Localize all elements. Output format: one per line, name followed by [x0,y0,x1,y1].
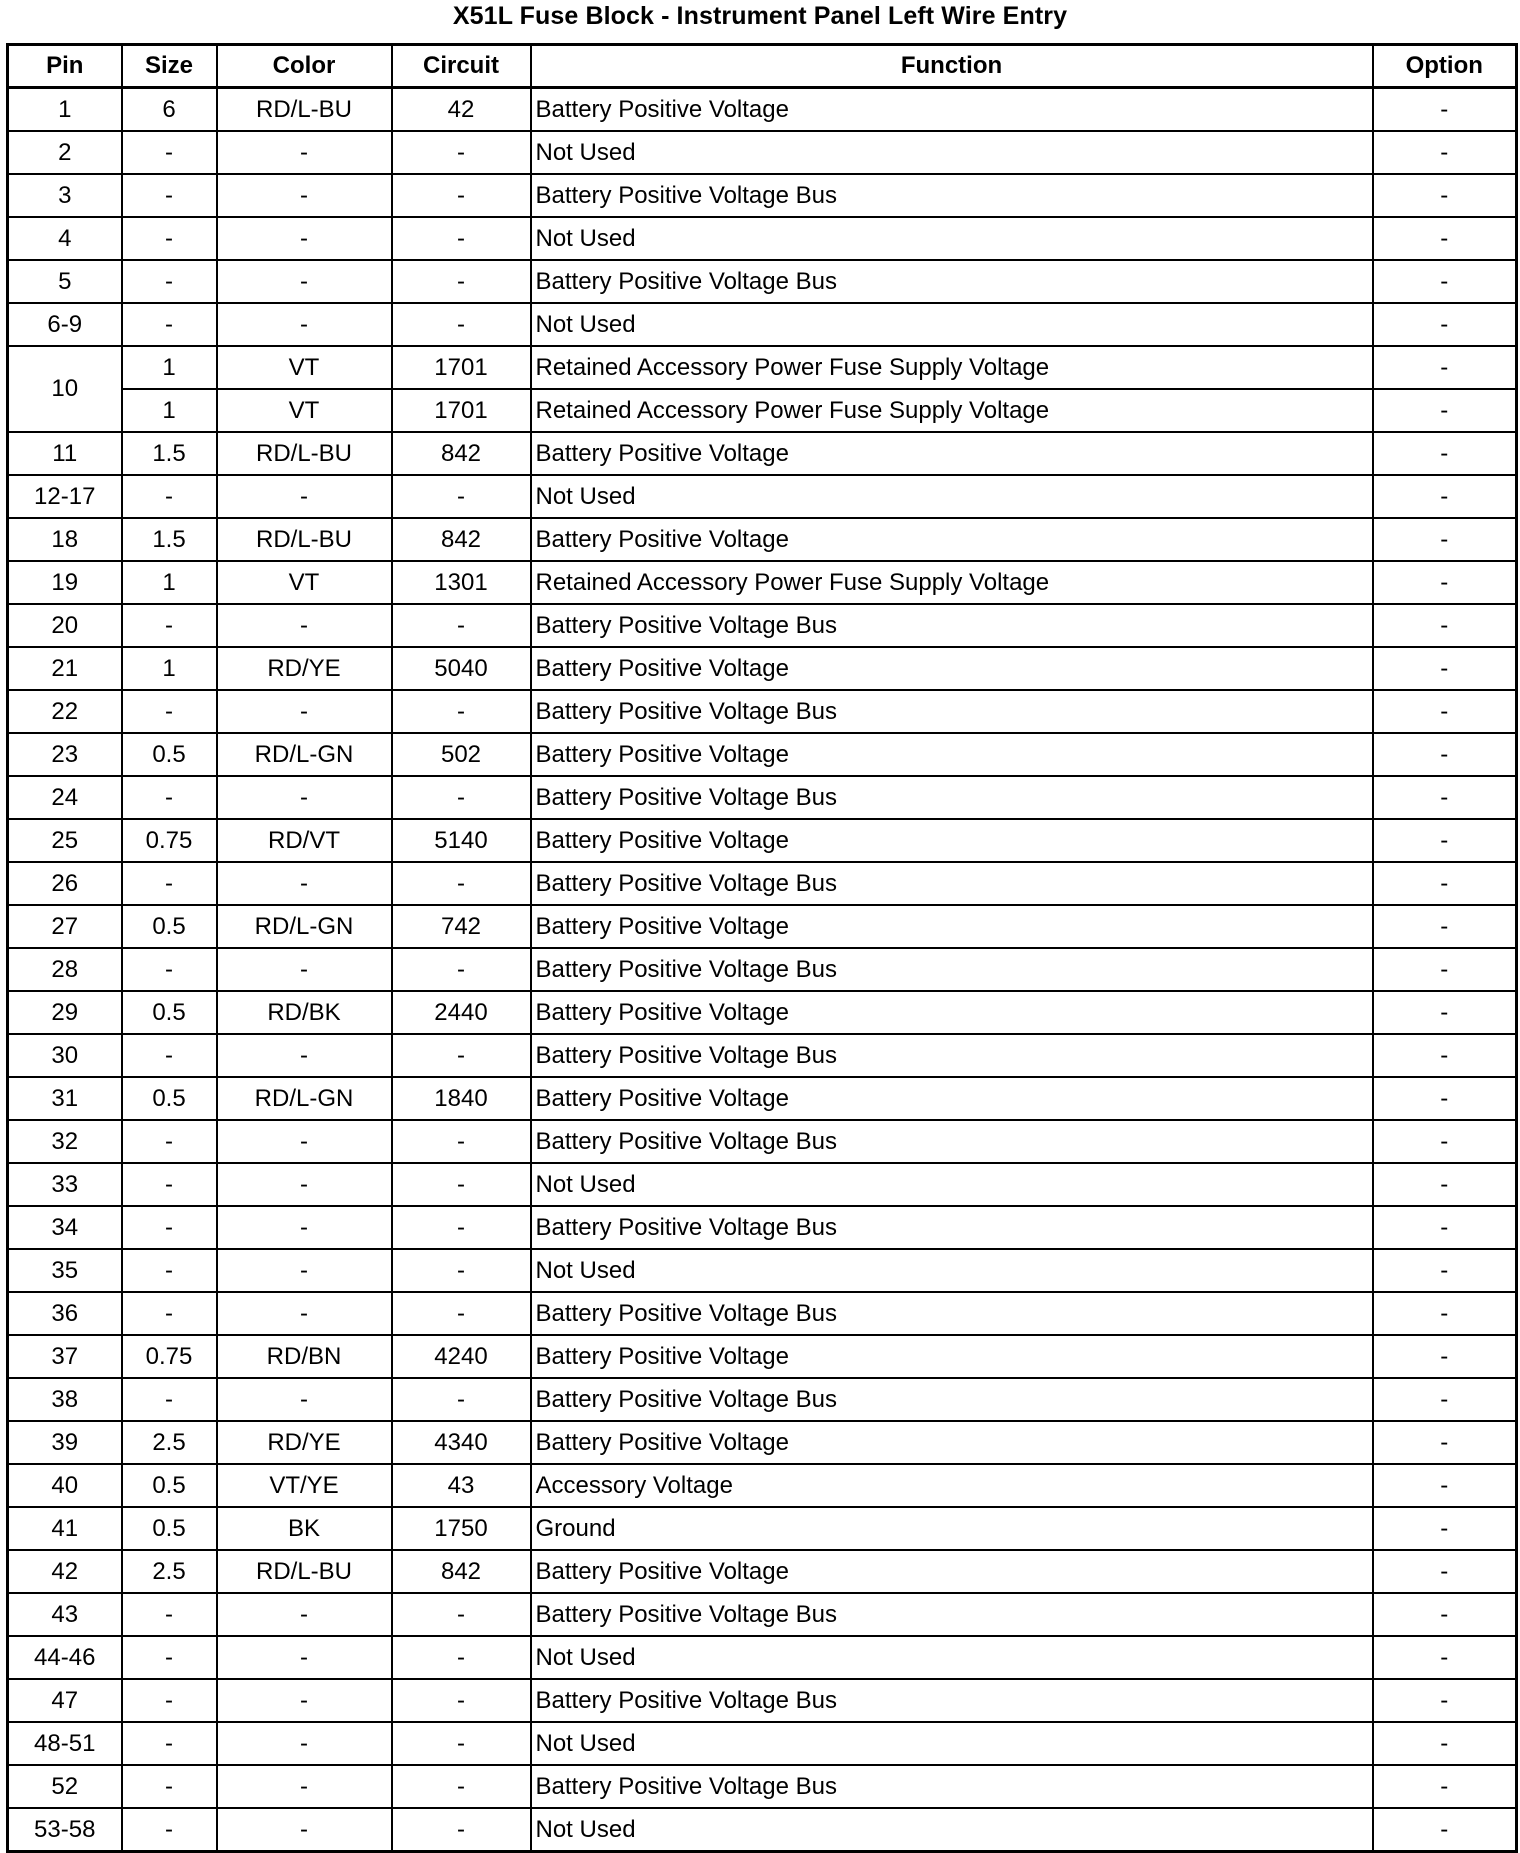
cell-option: - [1373,1034,1517,1077]
cell-pin: 44-46 [8,1636,122,1679]
cell-color: RD/L-GN [217,1077,392,1120]
cell-color: - [217,1163,392,1206]
cell-pin: 52 [8,1765,122,1808]
cell-color: RD/L-GN [217,733,392,776]
cell-option: - [1373,1507,1517,1550]
cell-circuit: - [392,1292,531,1335]
cell-function: Not Used [531,1163,1373,1206]
cell-color: - [217,217,392,260]
cell-circuit: 842 [392,518,531,561]
cell-function: Battery Positive Voltage [531,647,1373,690]
cell-pin: 41 [8,1507,122,1550]
cell-color: - [217,948,392,991]
cell-size: 0.5 [122,905,217,948]
cell-color: - [217,690,392,733]
cell-color: - [217,862,392,905]
cell-option: - [1373,174,1517,217]
cell-pin: 27 [8,905,122,948]
cell-option: - [1373,1163,1517,1206]
cell-pin: 20 [8,604,122,647]
cell-option: - [1373,647,1517,690]
table-row [8,948,1517,991]
cell-function: Battery Positive Voltage Bus [531,1378,1373,1421]
cell-circuit: - [392,1249,531,1292]
table-row [8,862,1517,905]
table-row [8,260,1517,303]
table-row [8,475,1517,518]
table-row [8,905,1517,948]
cell-size: 1 [122,647,217,690]
cell-circuit: - [392,1120,531,1163]
cell-circuit: 42 [392,88,531,132]
cell-function: Battery Positive Voltage Bus [531,1593,1373,1636]
cell-option: - [1373,260,1517,303]
cell-function: Battery Positive Voltage Bus [531,1679,1373,1722]
cell-pin: 28 [8,948,122,991]
table-row [8,1464,1517,1507]
cell-circuit: - [392,1636,531,1679]
cell-function: Battery Positive Voltage [531,905,1373,948]
cell-color: - [217,1679,392,1722]
cell-pin: 1 [8,88,122,132]
table-row [8,604,1517,647]
cell-circuit: 4240 [392,1335,531,1378]
cell-size: - [122,1378,217,1421]
cell-function: Battery Positive Voltage Bus [531,260,1373,303]
cell-function: Battery Positive Voltage [531,432,1373,475]
cell-circuit: - [392,1034,531,1077]
cell-color: VT [217,561,392,604]
cell-function: Accessory Voltage [531,1464,1373,1507]
cell-size: - [122,260,217,303]
cell-pin: 3 [8,174,122,217]
table-row [8,1722,1517,1765]
cell-size: - [122,1722,217,1765]
table-header-row [8,45,1517,88]
cell-function: Not Used [531,1249,1373,1292]
cell-color: RD/L-BU [217,432,392,475]
cell-option: - [1373,1249,1517,1292]
cell-circuit: - [392,1808,531,1852]
table-row [8,776,1517,819]
cell-function: Not Used [531,475,1373,518]
cell-function: Battery Positive Voltage [531,518,1373,561]
cell-color: - [217,1206,392,1249]
cell-function: Battery Positive Voltage [531,1335,1373,1378]
connector-table [6,43,1518,1853]
table-row [8,1120,1517,1163]
cell-size: - [122,174,217,217]
cell-function: Battery Positive Voltage Bus [531,862,1373,905]
cell-color: RD/VT [217,819,392,862]
cell-circuit: - [392,1593,531,1636]
cell-option: - [1373,1335,1517,1378]
cell-function: Not Used [531,1722,1373,1765]
cell-size: 0.5 [122,991,217,1034]
cell-function: Battery Positive Voltage Bus [531,1765,1373,1808]
cell-function: Retained Accessory Power Fuse Supply Voltage [531,389,1373,432]
cell-pin: 26 [8,862,122,905]
cell-function: Not Used [531,217,1373,260]
cell-option: - [1373,733,1517,776]
table-body [8,88,1517,1852]
cell-option: - [1373,862,1517,905]
cell-option: - [1373,1292,1517,1335]
cell-size: 0.75 [122,819,217,862]
cell-function: Battery Positive Voltage Bus [531,1292,1373,1335]
cell-function: Not Used [531,131,1373,174]
cell-function: Battery Positive Voltage Bus [531,1120,1373,1163]
cell-size: 0.75 [122,1335,217,1378]
cell-option: - [1373,1808,1517,1852]
cell-size: - [122,948,217,991]
cell-function: Battery Positive Voltage Bus [531,776,1373,819]
cell-pin: 36 [8,1292,122,1335]
cell-size: - [122,1593,217,1636]
cell-size: 2.5 [122,1550,217,1593]
cell-color: RD/L-BU [217,1550,392,1593]
cell-color: - [217,604,392,647]
table-row [8,88,1517,132]
cell-color: - [217,1034,392,1077]
header-option: Option [1373,45,1517,88]
cell-option: - [1373,518,1517,561]
cell-circuit: 1701 [392,346,531,389]
cell-function: Retained Accessory Power Fuse Supply Voltage [531,561,1373,604]
table-row [8,346,1517,389]
cell-option: - [1373,1378,1517,1421]
cell-size: - [122,303,217,346]
cell-pin: 34 [8,1206,122,1249]
cell-color: - [217,1249,392,1292]
cell-option: - [1373,1679,1517,1722]
cell-pin: 47 [8,1679,122,1722]
cell-option: - [1373,1206,1517,1249]
cell-circuit: 742 [392,905,531,948]
cell-pin: 32 [8,1120,122,1163]
cell-pin: 25 [8,819,122,862]
cell-color: VT [217,389,392,432]
table-row [8,1679,1517,1722]
cell-color: - [217,1120,392,1163]
cell-option: - [1373,1765,1517,1808]
cell-pin: 22 [8,690,122,733]
cell-circuit: - [392,1163,531,1206]
cell-option: - [1373,604,1517,647]
cell-option: - [1373,776,1517,819]
cell-option: - [1373,819,1517,862]
cell-option: - [1373,131,1517,174]
cell-size: 2.5 [122,1421,217,1464]
table-row [8,1292,1517,1335]
cell-size: - [122,1679,217,1722]
cell-pin: 24 [8,776,122,819]
cell-pin: 40 [8,1464,122,1507]
cell-color: - [217,260,392,303]
header-pin: Pin [8,45,122,88]
table-row [8,733,1517,776]
cell-size: - [122,1636,217,1679]
cell-function: Battery Positive Voltage Bus [531,1206,1373,1249]
cell-pin: 6-9 [8,303,122,346]
cell-circuit: 43 [392,1464,531,1507]
cell-pin: 21 [8,647,122,690]
cell-size: 0.5 [122,1464,217,1507]
cell-pin: 48-51 [8,1722,122,1765]
cell-pin: 43 [8,1593,122,1636]
header-size: Size [122,45,217,88]
cell-function: Battery Positive Voltage Bus [531,1034,1373,1077]
cell-color: - [217,131,392,174]
cell-pin: 2 [8,131,122,174]
cell-size: - [122,1292,217,1335]
cell-color: - [217,174,392,217]
cell-size: 0.5 [122,1507,217,1550]
cell-color: - [217,303,392,346]
cell-circuit: 5040 [392,647,531,690]
cell-option: - [1373,475,1517,518]
header-function: Function [531,45,1373,88]
cell-function: Battery Positive Voltage Bus [531,604,1373,647]
table-row [8,1034,1517,1077]
cell-function: Battery Positive Voltage [531,1421,1373,1464]
cell-pin: 38 [8,1378,122,1421]
cell-pin: 39 [8,1421,122,1464]
cell-circuit: 2440 [392,991,531,1034]
table-row [8,131,1517,174]
cell-circuit: 842 [392,1550,531,1593]
cell-pin: 42 [8,1550,122,1593]
cell-circuit: - [392,948,531,991]
table-row [8,1550,1517,1593]
cell-pin: 31 [8,1077,122,1120]
cell-size: 1.5 [122,432,217,475]
table-row [8,1593,1517,1636]
cell-circuit: - [392,217,531,260]
cell-option: - [1373,1636,1517,1679]
table-row [8,1636,1517,1679]
cell-size: - [122,776,217,819]
cell-circuit: 1750 [392,1507,531,1550]
cell-pin: 37 [8,1335,122,1378]
cell-function: Not Used [531,303,1373,346]
table-row [8,1206,1517,1249]
cell-color: - [217,776,392,819]
cell-pin: 5 [8,260,122,303]
cell-pin: 18 [8,518,122,561]
cell-pin: 29 [8,991,122,1034]
cell-color: - [217,1808,392,1852]
cell-circuit: - [392,1722,531,1765]
table-row [8,1163,1517,1206]
cell-size: - [122,1206,217,1249]
cell-function: Battery Positive Voltage [531,991,1373,1034]
cell-size: - [122,1249,217,1292]
cell-option: - [1373,1550,1517,1593]
cell-color: RD/YE [217,1421,392,1464]
cell-circuit: - [392,1378,531,1421]
cell-pin: 19 [8,561,122,604]
cell-function: Battery Positive Voltage [531,1550,1373,1593]
cell-size: 1 [122,346,217,389]
cell-color: - [217,1593,392,1636]
table-row [8,174,1517,217]
cell-color: RD/YE [217,647,392,690]
cell-pin: 4 [8,217,122,260]
cell-option: - [1373,1722,1517,1765]
cell-color: - [217,1636,392,1679]
cell-circuit: - [392,1765,531,1808]
cell-circuit: - [392,174,531,217]
cell-pin: 11 [8,432,122,475]
cell-color: RD/BN [217,1335,392,1378]
cell-circuit: 5140 [392,819,531,862]
table-row [8,561,1517,604]
cell-size: 1.5 [122,518,217,561]
cell-color: RD/L-GN [217,905,392,948]
cell-option: - [1373,690,1517,733]
cell-color: RD/BK [217,991,392,1034]
cell-pin: 10 [8,346,122,432]
table-row [8,1507,1517,1550]
cell-option: - [1373,905,1517,948]
cell-circuit: - [392,862,531,905]
table-row [8,389,1517,432]
cell-option: - [1373,303,1517,346]
cell-function: Not Used [531,1808,1373,1852]
cell-size: - [122,217,217,260]
cell-option: - [1373,948,1517,991]
cell-function: Retained Accessory Power Fuse Supply Voltage [531,346,1373,389]
table-row [8,1077,1517,1120]
cell-option: - [1373,432,1517,475]
cell-option: - [1373,1464,1517,1507]
cell-pin: 33 [8,1163,122,1206]
cell-function: Battery Positive Voltage [531,88,1373,132]
cell-function: Battery Positive Voltage [531,819,1373,862]
cell-function: Battery Positive Voltage [531,733,1373,776]
table-row [8,1421,1517,1464]
cell-size: 0.5 [122,1077,217,1120]
cell-function: Ground [531,1507,1373,1550]
table-row [8,303,1517,346]
cell-color: - [217,1378,392,1421]
cell-size: 1 [122,389,217,432]
header-color: Color [217,45,392,88]
cell-function: Battery Positive Voltage Bus [531,948,1373,991]
cell-option: - [1373,991,1517,1034]
cell-size: - [122,1034,217,1077]
cell-option: - [1373,1421,1517,1464]
cell-size: - [122,1765,217,1808]
cell-circuit: 842 [392,432,531,475]
cell-circuit: - [392,1206,531,1249]
cell-option: - [1373,88,1517,132]
table-row [8,690,1517,733]
page-title: X51L Fuse Block - Instrument Panel Left Wire Entry [452,2,1068,30]
cell-option: - [1373,389,1517,432]
cell-size: - [122,862,217,905]
header-circuit: Circuit [392,45,531,88]
cell-color: - [217,475,392,518]
cell-circuit: - [392,131,531,174]
cell-option: - [1373,561,1517,604]
cell-pin: 53-58 [8,1808,122,1852]
table-row [8,647,1517,690]
cell-function: Battery Positive Voltage [531,1077,1373,1120]
table-row [8,991,1517,1034]
cell-size: - [122,604,217,647]
cell-circuit: - [392,604,531,647]
cell-color: - [217,1292,392,1335]
table-row [8,819,1517,862]
cell-circuit: - [392,776,531,819]
cell-circuit: 1301 [392,561,531,604]
cell-size: - [122,690,217,733]
cell-color: RD/L-BU [217,518,392,561]
cell-color: RD/L-BU [217,88,392,132]
cell-circuit: - [392,475,531,518]
cell-pin: 35 [8,1249,122,1292]
cell-size: 0.5 [122,733,217,776]
cell-circuit: - [392,690,531,733]
cell-size: 1 [122,561,217,604]
cell-circuit: 1840 [392,1077,531,1120]
cell-pin: 12-17 [8,475,122,518]
cell-circuit: 502 [392,733,531,776]
cell-option: - [1373,346,1517,389]
table-row [8,217,1517,260]
cell-option: - [1373,1120,1517,1163]
cell-size: - [122,1808,217,1852]
cell-circuit: - [392,1679,531,1722]
cell-size: - [122,131,217,174]
cell-option: - [1373,1593,1517,1636]
cell-size: - [122,475,217,518]
cell-size: - [122,1163,217,1206]
cell-pin: 30 [8,1034,122,1077]
table-row [8,432,1517,475]
table-row [8,1765,1517,1808]
cell-color: VT/YE [217,1464,392,1507]
cell-function: Not Used [531,1636,1373,1679]
cell-color: - [217,1722,392,1765]
table-row [8,1249,1517,1292]
table-row [8,1335,1517,1378]
cell-function: Battery Positive Voltage Bus [531,174,1373,217]
cell-color: VT [217,346,392,389]
cell-size: - [122,1120,217,1163]
cell-color: BK [217,1507,392,1550]
table-row [8,518,1517,561]
cell-function: Battery Positive Voltage Bus [531,690,1373,733]
cell-circuit: 4340 [392,1421,531,1464]
cell-size: 6 [122,88,217,132]
table-row [8,1378,1517,1421]
cell-circuit: - [392,303,531,346]
cell-circuit: - [392,260,531,303]
cell-pin: 23 [8,733,122,776]
cell-color: - [217,1765,392,1808]
cell-option: - [1373,1077,1517,1120]
cell-circuit: 1701 [392,389,531,432]
cell-option: - [1373,217,1517,260]
